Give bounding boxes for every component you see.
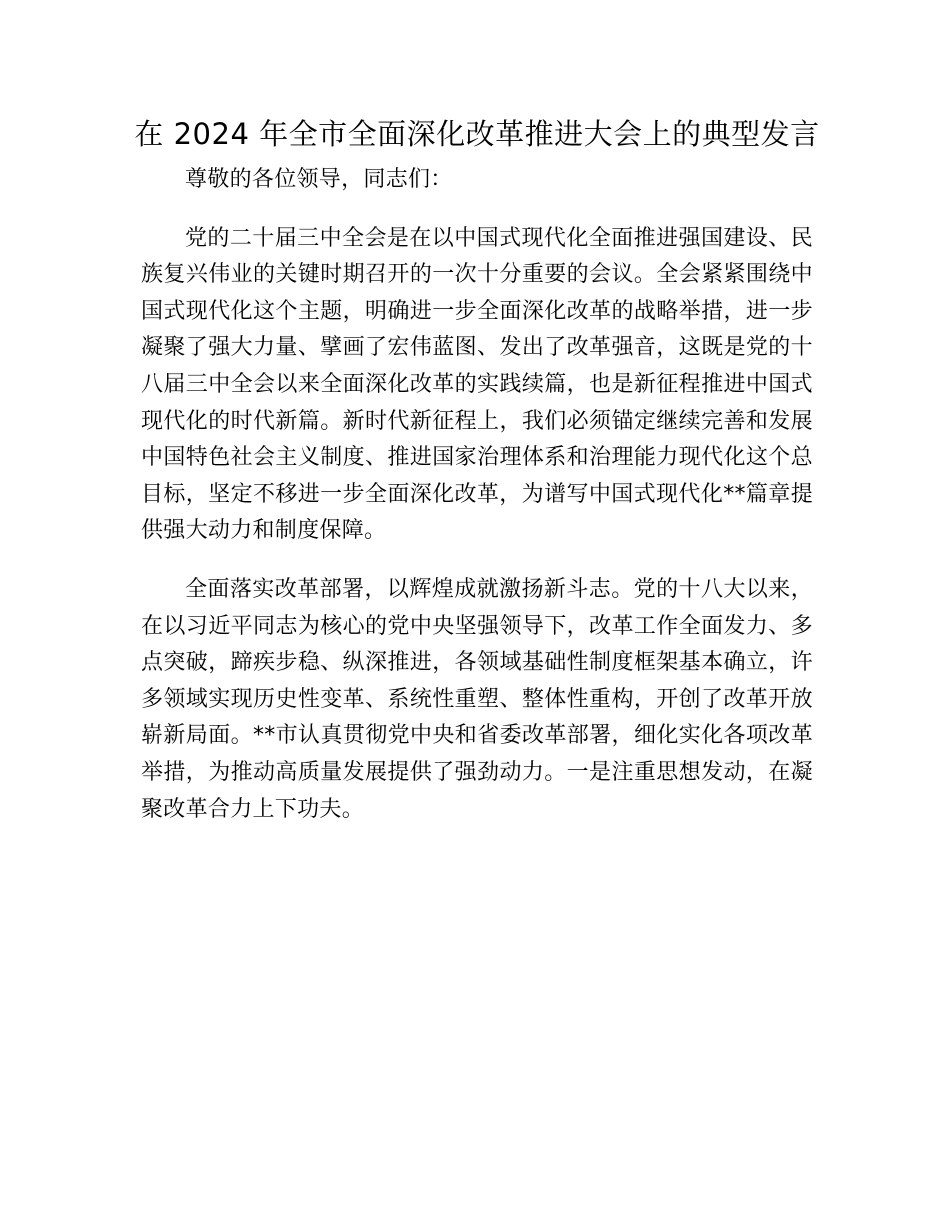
document-page xyxy=(134,112,820,828)
paragraph-2: 全面落实改革部署，以辉煌成就激扬新斗志。党的十八大以来，在以习近平同志为核心的党中央坚强领导下，改革工作全面发力、多点突破，蹄疾步稳、纵深推进，各领域基础性制度框架基本确立，许多领域实现历史性变革、系统性重塑、整体性重构，开创了改革开放崭新局面。**市认真贯彻党中央和省委改革部署，细化实化各项改革举措，为推动高质量发展提供了强劲动力。一是注重思想发动，在凝聚改革合力上下功夫。 xyxy=(141,576,813,822)
paragraph-1: 党的二十届三中全会是在以中国式现代化全面推进强国建设、民族复兴伟业的关键时期召开的一次十分重要的会议。全会紧紧围绕中国式现代化这个主题，明确进一步全面深化改革的战略举措，进一步凝聚了强大力量、擘画了宏伟蓝图、发出了改革强音，这既是党的十八届三中全会以来全面深化改革的实践续篇，也是新征程推进中国式现代化的时代新篇。新时代新征程上，我们必须锚定继续完善和发展中国特色社会主义制度、推进国家治理体系和治理能力现代化这个总目标，坚定不移进一步全面深化改革，为谱写中国式现代化**篇章提供强大动力和制度保障。 xyxy=(141,225,813,544)
salutation: 尊敬的各位领导，同志们： xyxy=(185,167,453,192)
document-title: 在 2024 年全市全面深化改革推进大会上的典型发言 xyxy=(134,117,820,151)
